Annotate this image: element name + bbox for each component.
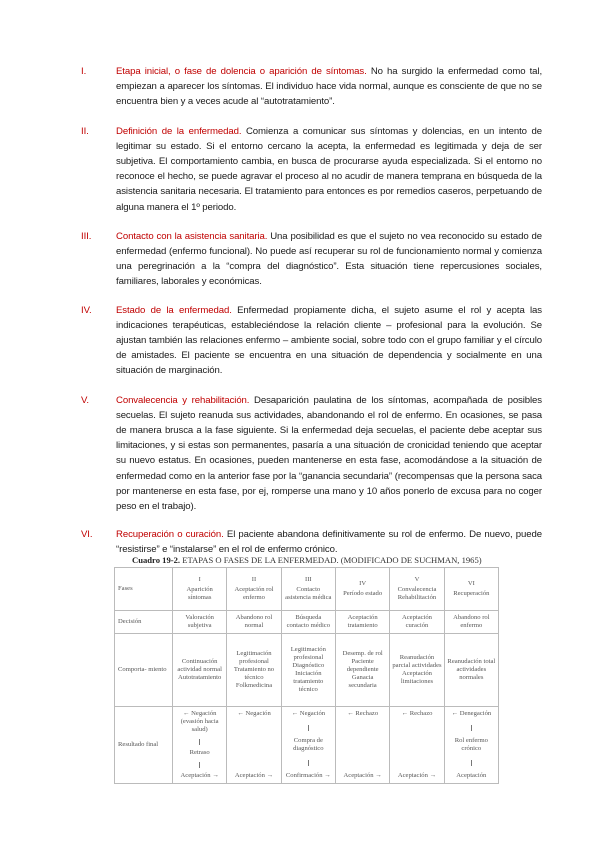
- stage-heading: Estado de la enfermedad.: [116, 304, 232, 316]
- connector-line: [308, 725, 309, 731]
- table-cell: ← Negación Compra de diagnóstico Confirmación →: [281, 707, 335, 784]
- stage-number: V.: [81, 394, 89, 406]
- stage-item-1: [81, 64, 543, 110]
- connector-line: [199, 762, 200, 768]
- table-caption-text: ETAPAS O FASES DE LA ENFERMEDAD. (MODIFICADO DE SUCHMAN, 1965): [182, 555, 482, 565]
- stage-body: No ha surgido la enfermedad como tal, empiezan a aparecer los síntomas. El individuo hace vida normal, aunque es consciente de que no se encuentra bien y a veces acude al “autotratamiento”.: [116, 66, 543, 108]
- connector-line: [471, 725, 472, 731]
- table-row-decision: [115, 611, 499, 634]
- header-cell: I Aparición síntomas: [173, 568, 227, 611]
- stage-heading: Convalecencia y rehabilitación.: [116, 394, 250, 406]
- row-label: Resultado final: [115, 707, 173, 784]
- stage-body: El paciente abandona definitivamente su rol de enfermo. De nuevo, puede “resistirse” e “instalarse” en el rol de enfermo crónico.: [116, 529, 542, 556]
- row-label: Fases: [115, 568, 173, 611]
- header-cell: V Convalecencia Rehabilitación: [390, 568, 444, 611]
- stage-body: Comienza a comunicar sus síntomas y dolencias, en un intento de legitimar su estado. Si el entorno cercano la acepta, la enfermedad es legitimada y deja de ser subjetiva. El comportamiento cambia, en busca de procurarse ayuda especializada. Si el entorno no reconoce el hecho, se puede agravar el proceso al no acudir de manera temprana en búsqueda de la asistencia sanitaria necesaria. El tratamiento para entonces es por remedios caseros, perpetuando de alguna manera el 1º periodo.: [116, 125, 542, 213]
- connector-line: [471, 760, 472, 766]
- table-cell: Reanudación total actividades normales: [444, 634, 498, 707]
- stage-body: Enfermedad propiamente dicha, el sujeto asume el rol y acepta las indicaciones terapéuticas, estableciéndose la relación cliente – profesional para la evolución. Se ajustan también las relaciones enfermo – ambiente social, sobre todo con el grupo familiar y el círculo de amistades. El paciente se encuentra en una situación de dependencia y socialmente en una situación de marginación.: [116, 304, 542, 377]
- connector-line: [308, 760, 309, 766]
- table-cell: Reanudación parcial actividades Aceptación limitaciones: [390, 634, 444, 707]
- header-cell: IV Período estado: [335, 568, 389, 611]
- table-cell: ← Negación (evasión hacia salud) Retraso Aceptación →: [173, 707, 227, 784]
- stages-table: [114, 567, 499, 784]
- table-cell: Abandono rol normal: [227, 611, 281, 634]
- table-cell: Aceptación curación: [390, 611, 444, 634]
- table-caption-number: Cuadro 19-2.: [132, 555, 181, 565]
- stages-list: [81, 60, 543, 558]
- stage-item-2: [81, 124, 542, 215]
- stage-body: Desaparición paulatina de los síntomas, acompañada de posibles secuelas. El sujeto reanuda sus actividades, abandonando el rol de enfermo. En ocasiones, se pasa de manera brusca a la fase siguiente. Si la enfermedad deja secuelas, el paciente debe aceptar sus limitaciones, y si estas son permanentes, pasaría a una situación de cronicidad teniendo que aceptar su nuevo estatus. En ocasiones, pueden mantenerse en esta fase, acomodándose a la situación de enfermedad como en la anterior fase por la “ganancia secundaria” (recompensas que la persona saca por mantenerse en esta fase, por ej, romperse una mano y 10 años ponerlo de excusa para no coger peso en el trabajo).: [116, 394, 542, 513]
- stage-heading: Definición de la enfermedad.: [116, 125, 242, 137]
- header-cell: III Contacto asistencia médica: [281, 568, 335, 611]
- table-cell: ← Rechazo Aceptación →: [335, 707, 389, 784]
- table-row-comportamiento: [115, 634, 499, 707]
- table-row-resultado: [115, 707, 499, 784]
- row-label: Decisión: [115, 611, 173, 634]
- table-cell: ← Negación Aceptación →: [227, 707, 281, 784]
- stage-heading: Etapa inicial, o fase de dolencia o aparición de síntomas.: [116, 66, 367, 77]
- table-header-row: [115, 568, 499, 611]
- stage-item-3: [81, 229, 542, 290]
- stage-number: II.: [81, 125, 89, 137]
- connector-line: [199, 739, 200, 745]
- table-cell: Abandono rol enfermo: [444, 611, 498, 634]
- stage-item-4: [81, 303, 542, 379]
- table-cell: Valoración subjetiva: [173, 611, 227, 634]
- stage-number: VI.: [81, 529, 93, 541]
- header-cell: II Aceptación rol enfermo: [227, 568, 281, 611]
- stage-number: IV.: [81, 304, 92, 316]
- table-cell: ← Rechazo Aceptación →: [390, 707, 444, 784]
- stages-table-figure: [114, 555, 499, 784]
- table-cell: Legitimación profesional Tratamiento no técnico Folkmedicina: [227, 634, 281, 707]
- stage-heading: Contacto con la asistencia sanitaria.: [116, 230, 268, 242]
- table-cell: ← Denegación Rol enfermo crónico Aceptación: [444, 707, 498, 784]
- stage-item-6: [81, 527, 542, 557]
- table-cell: Búsqueda contacto médico: [281, 611, 335, 634]
- table-cell: Legitimación profesional Diagnóstico Iniciación tratamiento técnico: [281, 634, 335, 707]
- stage-item-5: [81, 393, 542, 515]
- table-cell: Desemp. de rol Paciente dependiente Ganacia secundaria: [335, 634, 389, 707]
- stage-body: Una posibilidad es que el sujeto no vea reconocido su estado de enfermedad (enfermo funcional). No puede así recuperar su rol de funcionamiento normal y comienza una peregrinación a la “compra del diagnóstico”. Esta situación tiene repercusiones sociales, familiares, laborales y económicas.: [116, 230, 542, 288]
- row-label: Comporta- miento: [115, 634, 173, 707]
- stage-heading: Recuperación o curación.: [116, 529, 224, 541]
- table-caption: [132, 555, 499, 565]
- header-cell: VI Recuperación: [444, 568, 498, 611]
- table-cell: Aceptación tratamiento: [335, 611, 389, 634]
- stage-number: III.: [81, 230, 92, 242]
- table-cell: Continuación actividad normal Autotratamiento: [173, 634, 227, 707]
- stage-number: I.: [81, 66, 87, 77]
